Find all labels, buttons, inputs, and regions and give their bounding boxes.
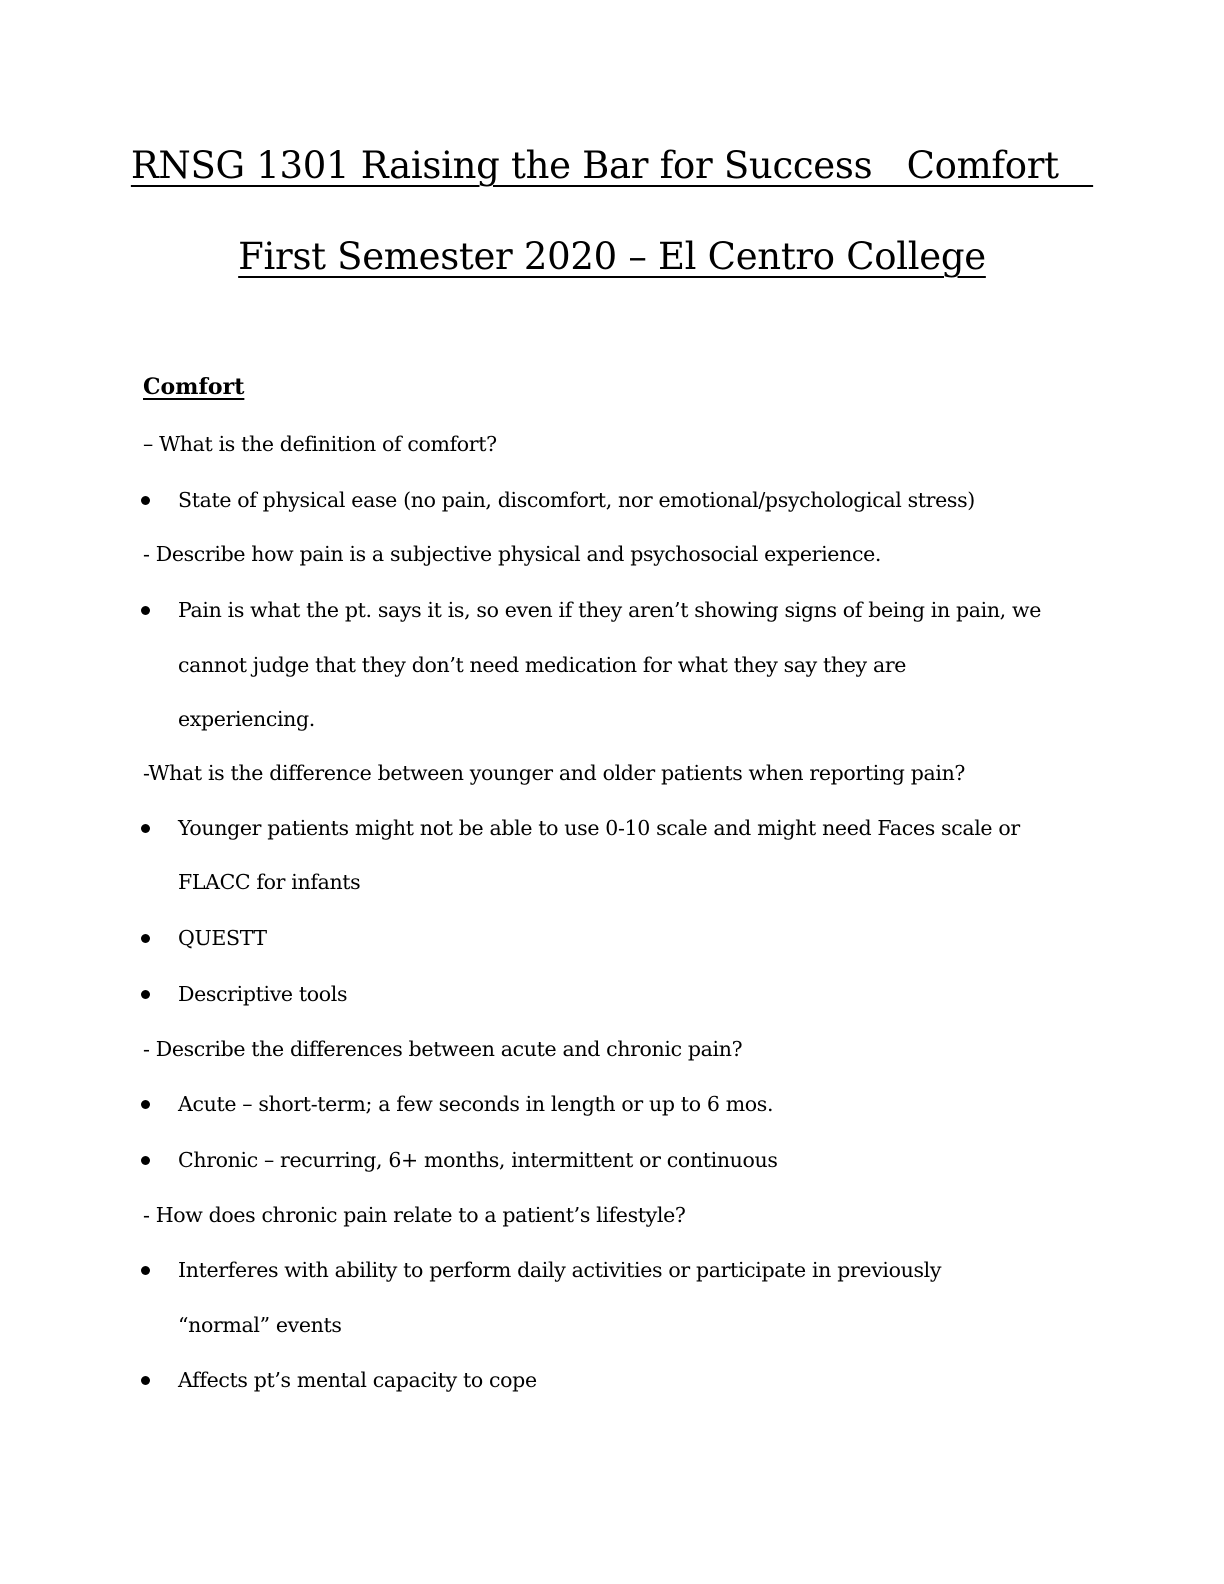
question-line: – What is the definition of comfort? xyxy=(143,432,497,456)
bullet-icon xyxy=(141,496,150,505)
bullet-item: QUESTT xyxy=(178,926,267,950)
bullet-item: State of physical ease (no pain, discomfort, nor emotional/psychological stress) xyxy=(178,488,975,512)
bullet-item: Affects pt’s mental capacity to cope xyxy=(178,1368,537,1392)
bullet-icon xyxy=(141,1156,150,1165)
document-title-line-2: First Semester 2020 – El Centro College xyxy=(238,235,986,278)
bullet-icon xyxy=(141,1376,150,1385)
bullet-icon xyxy=(141,1266,150,1275)
bullet-item: Chronic – recurring, 6+ months, intermittent or continuous xyxy=(178,1148,778,1172)
bullet-item: Acute – short-term; a few seconds in length or up to 6 mos. xyxy=(178,1092,774,1116)
section-heading-comfort: Comfort xyxy=(143,374,245,400)
bullet-item: Descriptive tools xyxy=(178,982,348,1006)
question-line: -What is the difference between younger and older patients when reporting pain? xyxy=(143,761,966,785)
bullet-item-continuation: FLACC for infants xyxy=(178,870,361,894)
bullet-icon xyxy=(141,606,150,615)
question-line: - Describe the differences between acute and chronic pain? xyxy=(143,1037,743,1061)
bullet-icon xyxy=(141,824,150,833)
document-title-line-1: RNSG 1301 Raising the Bar for Success Comfort xyxy=(130,144,1094,187)
question-line: - How does chronic pain relate to a patient’s lifestyle? xyxy=(143,1203,686,1227)
bullet-item: Younger patients might not be able to use 0-10 scale and might need Faces scale or xyxy=(178,816,1020,840)
bullet-icon xyxy=(141,990,150,999)
bullet-icon xyxy=(141,1100,150,1109)
bullet-icon xyxy=(141,934,150,943)
bullet-item: Pain is what the pt. says it is, so even if they aren’t showing signs of being in pain, we xyxy=(178,598,1041,622)
bullet-item-continuation: “normal” events xyxy=(178,1313,342,1337)
bullet-item-continuation: experiencing. xyxy=(178,707,315,731)
question-line: - Describe how pain is a subjective physical and psychosocial experience. xyxy=(143,542,882,566)
bullet-item: Interferes with ability to perform daily activities or participate in previously xyxy=(178,1258,942,1282)
bullet-item-continuation: cannot judge that they don’t need medication for what they say they are xyxy=(178,653,907,677)
